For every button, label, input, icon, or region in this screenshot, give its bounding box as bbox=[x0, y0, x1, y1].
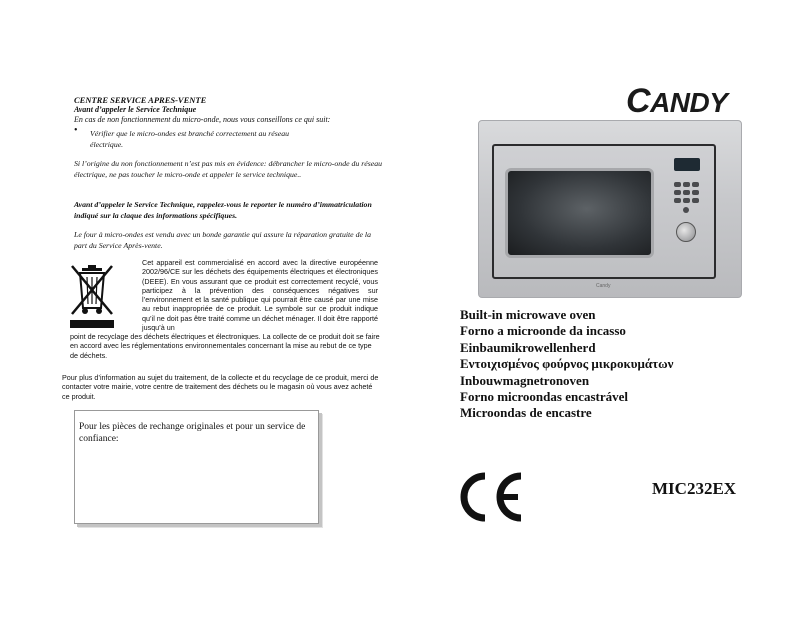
service-title: CENTRE SERVICE APRES-VENTE bbox=[74, 95, 207, 105]
service-intro: En cas de non fonctionnement du micro-onde, nous vous conseillons ce qui suit: bbox=[74, 115, 331, 124]
bullet-point: • bbox=[74, 125, 78, 136]
stamp-box-text: Pour les pièces de rechange originales et pour un service de confiance: bbox=[79, 422, 306, 444]
paragraph-guarantee: Le four à micro-ondes est vendu avec un bonde garantie qui assure la réparation gratuite de la part du Service Après-vente. bbox=[74, 230, 371, 250]
paragraph-registration: Avant d’appeler le Service Technique, rappelez-vous le reporter le numéro d’immatriculation indiqué sur la claque des informations spécifiques. bbox=[74, 200, 372, 220]
weee-text: Cet appareil est commercialisé en accord avec la directive européenne 2002/96/CE sur les déchets des équipements électriques et électroniques (DEEE). En vous assurant que ce produit est correctement recyclé, vous participez à la prévention des conséquences négatives sur l’environnement et la santé publique qui pourrait être causé par une mise au rebut inappropriée de ce produit. Le symbole sur ce produit indique qu’il ne doit pas être traité comme un déchet ménager. Il doit être rapporté jusqu’à un bbox=[142, 258, 378, 333]
product-title-list bbox=[460, 307, 760, 422]
candy-logo: CANDY bbox=[626, 82, 728, 120]
oven-control-buttons bbox=[672, 180, 702, 220]
ce-mark-icon bbox=[458, 470, 524, 524]
recycling-info-text: Pour plus d’information au sujet du traitement, de la collecte et du recyclage de ce produit, merci de contacter votre mairie, votre centre de traitement des déchets ou le magasin où vous avez acheté ce produit. bbox=[62, 373, 379, 401]
paragraph-persist: Si l’origine du non fonctionnement n’est pas mis en évidence: débrancher le micro-onde du réseau électrique, ne pas toucher le micro-onde et appeler le service technique.. bbox=[74, 159, 383, 179]
product-title-gr: Εντοιχισμένος φούρνος μικροκυμάτων bbox=[460, 356, 674, 372]
model-number: MIC232EX bbox=[652, 479, 737, 498]
service-subtitle: Avant d’appeler le Service Technique bbox=[74, 105, 197, 114]
oven-door-window bbox=[505, 168, 654, 258]
oven-brand-mark: Candy bbox=[596, 283, 611, 289]
oven-display bbox=[674, 158, 700, 171]
weee-tail-text: point de recyclage des déchets électriques et électroniques. La collecte de ce produit doit se faire en accord avec les réglementations environnementales concernant la mise au rebut de ce type de déchets. bbox=[70, 332, 380, 360]
bullet-text: Vérifier que le micro-ondes est branché correctement au réseau électrique. bbox=[90, 129, 290, 149]
crossed-out-wheelie-bin-icon bbox=[68, 262, 120, 330]
product-title-en: Built-in microwave oven bbox=[460, 307, 596, 322]
product-title-es: Microondas de encastre bbox=[460, 405, 592, 421]
product-title-de: Einbaumikrowellenherd bbox=[460, 339, 596, 355]
product-title-nl: Inbouwmagnetronoven bbox=[460, 372, 590, 388]
dealer-stamp-box bbox=[74, 410, 319, 524]
oven-dial bbox=[676, 222, 696, 242]
product-title-it: Forno a microonde da incasso bbox=[460, 323, 626, 339]
product-title-pt: Forno microondas encastrável bbox=[460, 389, 629, 405]
